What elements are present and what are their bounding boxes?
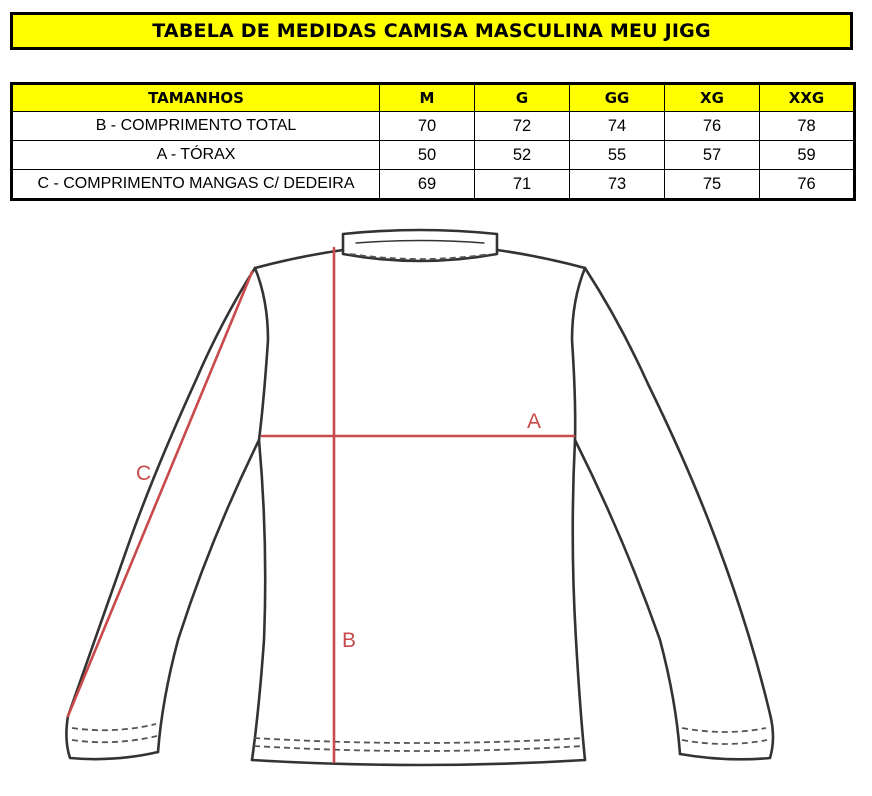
header-cell-gg: GG (570, 84, 665, 112)
table-row-comprimento-total (12, 112, 855, 141)
table-cell: 59 (760, 141, 855, 170)
measure-label-c: C (136, 462, 152, 485)
table-cell: 72 (475, 112, 570, 141)
page-title: TABELA DE MEDIDAS CAMISA MASCULINA MEU JIGG (152, 20, 711, 42)
table-cell: 69 (380, 170, 475, 200)
table-row-comprimento-mangas (12, 170, 855, 200)
body-right-side (573, 440, 585, 760)
header-cell-g: G (475, 84, 570, 112)
table-row-torax (12, 141, 855, 170)
measure-label-a: A (527, 410, 542, 433)
table-cell: 76 (665, 112, 760, 141)
right-cuff-stitch-2 (682, 740, 767, 744)
row-label: C - COMPRIMENTO MANGAS C/ DEDEIRA (12, 170, 380, 200)
table-cell: 52 (475, 141, 570, 170)
table-cell: 78 (760, 112, 855, 141)
header-cell-m: M (380, 84, 475, 112)
page-title-box (10, 12, 853, 50)
body-left-side (252, 440, 265, 760)
left-cuff (66, 716, 158, 759)
table-cell: 57 (665, 141, 760, 170)
size-chart-table (10, 82, 856, 201)
right-sleeve-inner (575, 440, 680, 754)
body-hem (252, 760, 585, 765)
left-shoulder (255, 250, 343, 268)
table-cell: 73 (570, 170, 665, 200)
right-cuff-stitch-1 (682, 728, 766, 732)
row-label: B - COMPRIMENTO TOTAL (12, 112, 380, 141)
right-cuff (680, 714, 773, 759)
measure-line-c (68, 272, 252, 716)
table-cell: 71 (475, 170, 570, 200)
table-cell: 50 (380, 141, 475, 170)
header-cell-sizes: TAMANHOS (12, 84, 380, 112)
row-label: A - TÓRAX (12, 141, 380, 170)
table-header-row (12, 84, 855, 112)
body-right-armhole (572, 268, 585, 440)
table-cell: 55 (570, 141, 665, 170)
header-cell-xxg: XXG (760, 84, 855, 112)
right-sleeve-outer (585, 268, 770, 714)
table-cell: 75 (665, 170, 760, 200)
table-cell: 76 (760, 170, 855, 200)
left-sleeve-inner (158, 440, 259, 752)
measure-label-b: B (342, 629, 357, 652)
right-shoulder (497, 250, 585, 268)
table-cell: 74 (570, 112, 665, 141)
hem-stitch-1 (254, 738, 583, 743)
table-cell: 70 (380, 112, 475, 141)
shirt-outline (66, 230, 773, 765)
hem-stitch-2 (254, 746, 583, 751)
shirt-measurement-diagram (0, 220, 872, 796)
left-cuff-stitch-1 (72, 724, 156, 730)
left-cuff-stitch-2 (72, 736, 157, 742)
body-left-armhole (255, 268, 268, 440)
header-cell-xg: XG (665, 84, 760, 112)
stitching (72, 254, 767, 751)
collar-inner (356, 241, 484, 244)
